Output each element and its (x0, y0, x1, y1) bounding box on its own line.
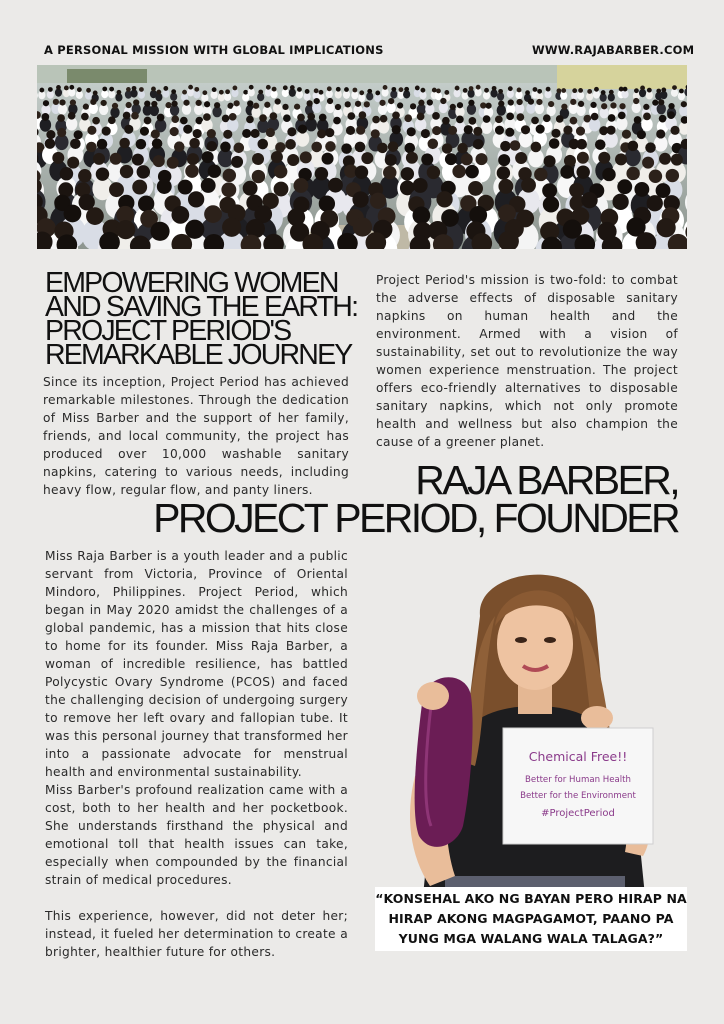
intro-paragraph: Since its inception, Project Period has achieved remarkable milestones. Through the dedication of Miss Barber and the support of her family, friends, and local community, the project has produced over 10,000 washable sanitary napkins, catering to various needs, including heavy flow, regular flow, and panty liners. (43, 375, 349, 497)
sign-line-3: Better for the Environment (520, 791, 636, 801)
header-tagline: A PERSONAL MISSION WITH GLOBAL IMPLICATIONS (44, 43, 384, 57)
sign-line-1: Chemical Free!! (528, 749, 628, 764)
founder-role: PROJECT PERIOD, FOUNDER (153, 495, 678, 541)
hero-photo-crowd (37, 65, 687, 249)
founder-name: RAJA BARBER, (415, 457, 678, 503)
pull-quote: “KONSEHAL AKO NG BAYAN PERO HIRAP NA HIRAP AKONG MAGPAGAMOT, PAANO PA YUNG MGA WALANG WALA TALAGA?” (375, 887, 687, 951)
founder-name-title (153, 457, 678, 541)
bio-paragraph-3: This experience, however, did not deter her; instead, it fueled her determination to create a brighter, healthier future for others. (45, 909, 348, 959)
bio-paragraph-2: Miss Barber's profound realization came with a cost, both to her health and her pocketbook. She understands firsthand the physical and emotional toll that health issues can take, especially when compounded by the financial strain of medical procedures. (45, 783, 348, 887)
bio-paragraph-1: Miss Raja Barber is a youth leader and a public servant from Victoria, Province of Oriental Mindoro, Philippines. Project Period, which began in May 2020 amidst the challenges of a global pandemic, has a mission that hits close to home for its founder. Miss Raja Barber, a woman of incredible resilience, has battled Polycystic Ovary Syndrome (PCOS) and faced the challenging decision of undergoing surgery to remove her left ovary and fallopian tube. It was this personal journey that transformed her into a passionate advocate for menstrual health and environmental sustainability. (45, 549, 348, 779)
mission-paragraph: Project Period's mission is two-fold: to combat the adverse effects of disposable sanitary napkins on human health and the environment. Armed with a vision of sustainability, set out to revolutionize the way women experience menstruation. The project offers eco-friendly alternatives to disposable sanitary napkins, which not only promote health and wellness but also champion the cause of a greener planet. (376, 273, 678, 449)
article-headline: EMPOWERING WOMEN AND SAVING THE EARTH: PROJECT PERIOD'S REMARKABLE JOURNEY (45, 267, 358, 371)
sign-line-2: Better for Human Health (525, 775, 631, 785)
sign-line-4: #ProjectPeriod (541, 808, 615, 819)
header-website: WWW.RAJABARBER.COM (532, 43, 695, 57)
bio-section (45, 547, 348, 961)
